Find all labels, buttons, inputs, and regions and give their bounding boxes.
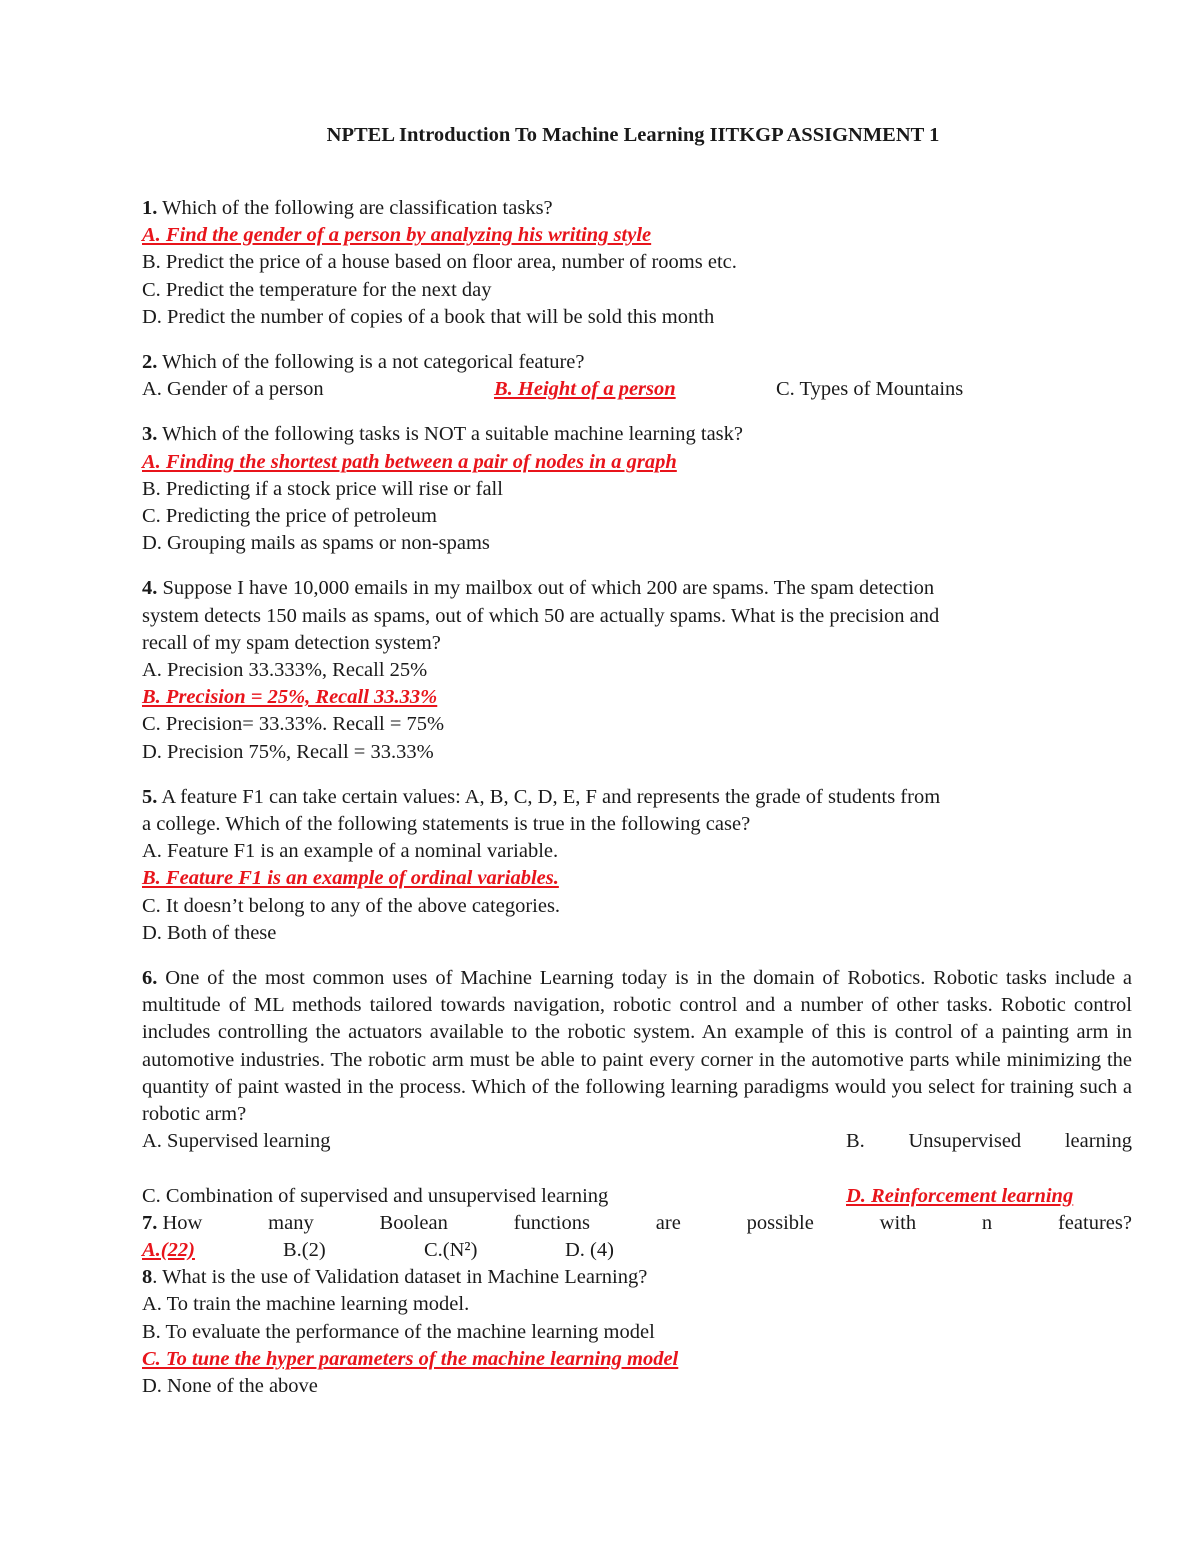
correct-answer-option-c: C. To tune the hyper parameters of the machine learning model xyxy=(142,1347,679,1370)
option-a: A. Precision 33.333%, Recall 25% xyxy=(142,659,428,682)
option-c: C. Predicting the price of petroleum xyxy=(142,505,437,528)
question-word: features? xyxy=(1057,1211,1132,1234)
question-text: . What is the use of Validation dataset in Machine Learning? xyxy=(152,1266,648,1289)
correct-answer-option-a: A. Finding the shortest path between a pair of nodes in a graph xyxy=(142,450,677,473)
question-number: 3. xyxy=(142,423,158,446)
option-b-letter: B. xyxy=(846,1130,865,1153)
question-text: Which of the following is a not categorical feature? xyxy=(157,351,585,374)
question-1 xyxy=(142,195,1132,331)
question-number: 2. xyxy=(142,351,158,374)
question-1-stem xyxy=(142,195,1132,222)
option-c: C. Combination of supervised and unsupervised learning xyxy=(142,1184,609,1207)
option-c: C. Types of Mountains xyxy=(776,378,964,401)
question-6-stem xyxy=(142,965,1132,1128)
question-text: One of the most common uses of Machine Learning today is in the domain of Robotics. Robotic tasks include a multitude of ML methods tailored towards navigation, robotic control and a number of other tasks. Robotic control includes controlling the actuators available to the robotic system. An example of this is control of a painting arm in automotive industries. The robotic arm must be able to paint every corner in the automotive parts while minimizing the quantity of paint wasted in the process. Which of the following learning paradigms would you select for training such a robotic arm? xyxy=(142,967,1132,1126)
question-7-stem xyxy=(142,1210,1132,1237)
option-a: A. Supervised learning xyxy=(142,1130,331,1153)
question-8 xyxy=(142,1264,1132,1400)
question-word: n xyxy=(981,1211,993,1234)
question-number: 5. xyxy=(142,785,158,808)
question-word: are xyxy=(655,1211,681,1234)
question-8-stem xyxy=(142,1264,1132,1291)
question-6 xyxy=(142,965,1132,1210)
document-title: NPTEL Introduction To Machine Learning IITKGP ASSIGNMENT 1 xyxy=(326,124,940,146)
option-a: A. Gender of a person xyxy=(142,378,324,401)
question-word: possible xyxy=(746,1211,814,1234)
question-3 xyxy=(142,421,1132,557)
document-page xyxy=(142,124,1132,1418)
option-b xyxy=(846,1128,1132,1155)
option-d: D. Both of these xyxy=(142,921,277,944)
option-d: D. Precision 75%, Recall = 33.33% xyxy=(142,740,434,763)
question-4-stem xyxy=(142,575,1132,602)
option-d: D. (4) xyxy=(565,1238,614,1261)
question-number: 4. xyxy=(142,577,158,600)
question-2-stem xyxy=(142,349,1132,376)
option-c: C. It doesn’t belong to any of the above categories. xyxy=(142,894,561,917)
option-b-word: Unsupervised xyxy=(908,1130,1022,1153)
correct-answer-option-b: B. Precision = 25%, Recall 33.33% xyxy=(142,686,438,709)
correct-answer-option-a: A.(22) xyxy=(142,1238,195,1261)
question-4 xyxy=(142,575,1132,765)
question-word: many xyxy=(268,1211,314,1234)
question-number: 8 xyxy=(142,1266,153,1289)
question-text-line: recall of my spam detection system? xyxy=(142,631,441,654)
question-text: Which of the following are classification tasks? xyxy=(157,197,553,219)
option-b: B. Predict the price of a house based on floor area, number of rooms etc. xyxy=(142,251,737,274)
question-text: A feature F1 can take certain values: A, B, C, D, E, F and represents the grade of students from xyxy=(157,785,941,808)
correct-answer-option-b: B. Height of a person xyxy=(494,378,676,401)
question-5 xyxy=(142,784,1132,947)
correct-answer-option-b: B. Feature F1 is an example of ordinal variables. xyxy=(142,867,559,890)
option-a: A. To train the machine learning model. xyxy=(142,1293,470,1316)
question-2 xyxy=(142,349,1132,403)
question-text-line: system detects 150 mails as spams, out of which 50 are actually spams. What is the precision and xyxy=(142,604,940,627)
question-text-line: a college. Which of the following statements is true in the following case? xyxy=(142,813,751,836)
option-d: D. Predict the number of copies of a book that will be sold this month xyxy=(142,305,715,328)
option-b: B. Predicting if a stock price will rise or fall xyxy=(142,477,503,500)
option-b: B.(2) xyxy=(283,1238,326,1261)
question-word: functions xyxy=(513,1211,590,1234)
option-c: C. Predict the temperature for the next day xyxy=(142,278,492,301)
question-number: 1. xyxy=(142,197,158,219)
question-number: 6. xyxy=(142,967,158,990)
question-text: Suppose I have 10,000 emails in my mailbox out of which 200 are spams. The spam detection xyxy=(157,577,935,600)
option-a: A. Feature F1 is an example of a nominal variable. xyxy=(142,840,559,863)
question-number: 7. xyxy=(142,1211,158,1234)
option-b: B. To evaluate the performance of the machine learning model xyxy=(142,1320,655,1343)
question-text: Which of the following tasks is NOT a suitable machine learning task? xyxy=(157,423,744,446)
option-d: D. None of the above xyxy=(142,1374,318,1397)
question-3-stem xyxy=(142,421,1132,448)
option-c: C. Precision= 33.33%. Recall = 75% xyxy=(142,713,445,736)
question-7 xyxy=(142,1210,1132,1264)
question-word: with xyxy=(879,1211,917,1234)
correct-answer-option-d: D. Reinforcement learning xyxy=(846,1184,1074,1207)
question-word: Boolean xyxy=(379,1211,448,1234)
option-d: D. Grouping mails as spams or non-spams xyxy=(142,532,490,555)
option-c: C.(N²) xyxy=(424,1238,478,1261)
question-5-stem xyxy=(142,784,1132,811)
question-word: How xyxy=(162,1211,203,1234)
option-b-word: learning xyxy=(1064,1130,1132,1153)
correct-answer-option-a: A. Find the gender of a person by analyzing his writing style xyxy=(142,224,652,247)
